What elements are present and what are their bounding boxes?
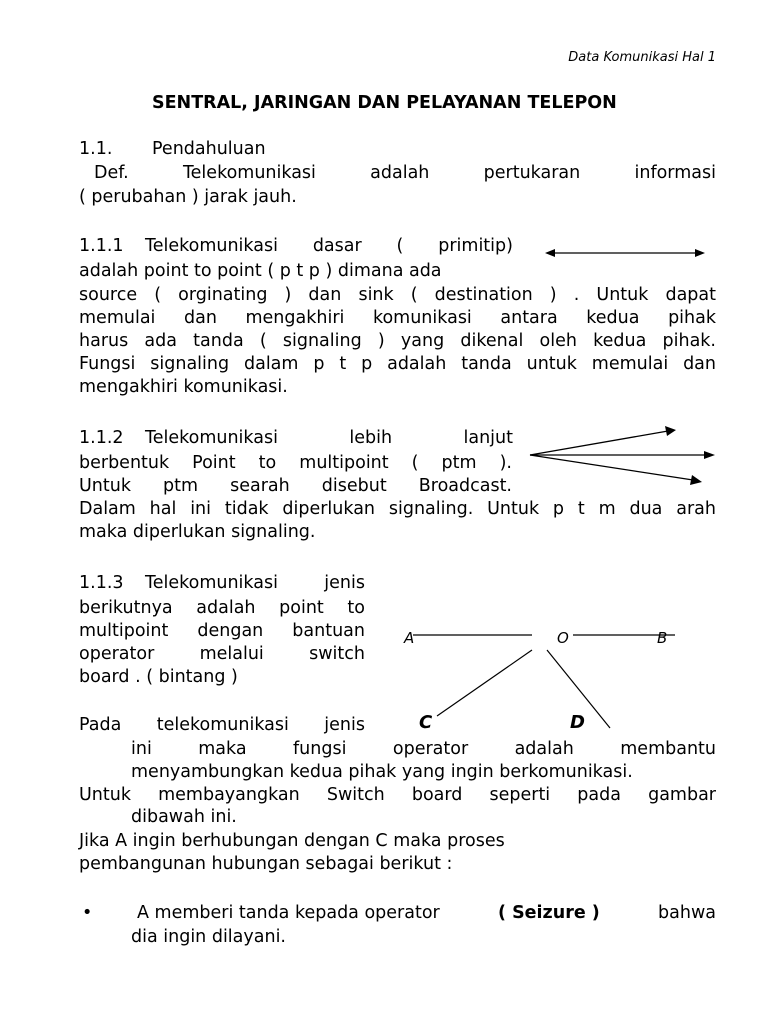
pada-line-5: dibawah ini. xyxy=(131,807,237,827)
pada-line-7: pembangunan hubungan sebagai berikut : xyxy=(79,854,453,874)
s112-number: 1.1.2 xyxy=(79,428,124,448)
s112-word: lanjut xyxy=(463,428,513,448)
intro-word: adalah xyxy=(370,163,430,183)
s111-line-6: Fungsi signaling dalam p t p adalah tanda untuk memulai dan xyxy=(79,354,716,374)
ptp-arrowhead-right xyxy=(695,249,705,257)
ptm-line-down xyxy=(530,455,693,480)
bullet-symbol: • xyxy=(82,903,93,923)
s113-word: Telekomunikasi xyxy=(145,573,278,593)
ptm-arrowhead-down xyxy=(690,475,702,485)
bullet-line-2: dia ingin dilayani. xyxy=(131,927,286,947)
label-b: B xyxy=(657,629,668,647)
switchboard-diagram xyxy=(395,620,695,740)
s113-line-2: berikutnya adalah point to xyxy=(79,598,365,618)
s112-line-1 xyxy=(145,427,513,450)
ptm-line-up xyxy=(530,431,668,455)
s111-line-1 xyxy=(145,235,513,258)
intro-number: 1.1. xyxy=(79,139,113,159)
label-c: C xyxy=(419,712,433,733)
s113-word: jenis xyxy=(324,573,365,593)
s111-word: dasar xyxy=(312,236,362,256)
s111-word: primitip) xyxy=(438,236,513,256)
intro-word: informasi xyxy=(634,163,716,183)
intro-line-2: ( perubahan ) jarak jauh. xyxy=(79,187,297,207)
label-d: D xyxy=(570,712,585,733)
s111-word: Telekomunikasi xyxy=(145,236,278,256)
s112-word: lebih xyxy=(349,428,393,448)
label-a: A xyxy=(404,629,415,647)
line-o-c xyxy=(437,650,532,716)
intro-word: Def. xyxy=(94,163,129,183)
s112-line-4: Dalam hal ini tidak diperlukan signaling. Untuk p t m dua arah xyxy=(79,499,716,519)
label-o: O xyxy=(557,629,569,647)
ptm-arrow-diagram xyxy=(520,420,720,490)
page-title: SENTRAL, JARINGAN DAN PELAYANAN TELEPON xyxy=(152,93,617,113)
s111-line-5: harus ada tanda ( signaling ) yang dikenal oleh kedua pihak. xyxy=(79,331,716,351)
bullet-line-1 xyxy=(131,902,716,925)
pada-line-4: Untuk membayangkan Switch board seperti pada gambar xyxy=(79,785,716,805)
bullet-text-after: bahwa xyxy=(658,903,716,923)
s113-line-1 xyxy=(145,572,365,595)
s113-line-5: board . ( bintang ) xyxy=(79,667,238,687)
s111-line-7: mengakhiri komunikasi. xyxy=(79,377,288,397)
s111-line-2: adalah point to point ( p t p ) dimana ada xyxy=(79,261,442,281)
s111-line-3: source ( orginating ) dan sink ( destination ) . Untuk dapat xyxy=(79,285,716,305)
pada-line-1: Pada telekomunikasi jenis xyxy=(79,715,365,735)
bullet-text-before: A memberi tanda kepada operator xyxy=(137,903,440,923)
s112-line-3: Untuk ptm searah disebut Broadcast. xyxy=(79,476,512,496)
page-header: Data Komunikasi Hal 1 xyxy=(568,50,716,65)
bullet-text-bold: ( Seizure ) xyxy=(497,903,600,923)
s113-line-4: operator melalui switch xyxy=(79,644,365,664)
intro-word: pertukaran xyxy=(483,163,581,183)
ptp-arrowhead-left xyxy=(545,249,555,257)
intro-word: Telekomunikasi xyxy=(182,163,316,183)
s113-line-3: multipoint dengan bantuan xyxy=(79,621,365,641)
ptm-arrowhead-up xyxy=(665,426,676,436)
pada-line-2: ini maka fungsi operator adalah membantu xyxy=(131,739,716,759)
s111-word: ( xyxy=(396,236,404,256)
s113-number: 1.1.3 xyxy=(79,573,124,593)
pada-line-6: Jika A ingin berhubungan dengan C maka proses xyxy=(79,831,505,851)
s112-line-5: maka diperlukan signaling. xyxy=(79,522,316,542)
s112-line-2: berbentuk Point to multipoint ( ptm ). xyxy=(79,453,512,473)
s111-number: 1.1.1 xyxy=(79,236,124,256)
pada-line-3: menyambungkan kedua pihak yang ingin berkomunikasi. xyxy=(131,762,633,782)
intro-line-1 xyxy=(94,162,716,185)
s111-line-4: memulai dan mengakhiri komunikasi antara kedua pihak xyxy=(79,308,716,328)
intro-heading: Pendahuluan xyxy=(152,139,266,159)
ptm-arrowhead-mid xyxy=(704,451,715,459)
ptp-arrow-diagram xyxy=(540,243,710,263)
s112-word: Telekomunikasi xyxy=(145,428,278,448)
